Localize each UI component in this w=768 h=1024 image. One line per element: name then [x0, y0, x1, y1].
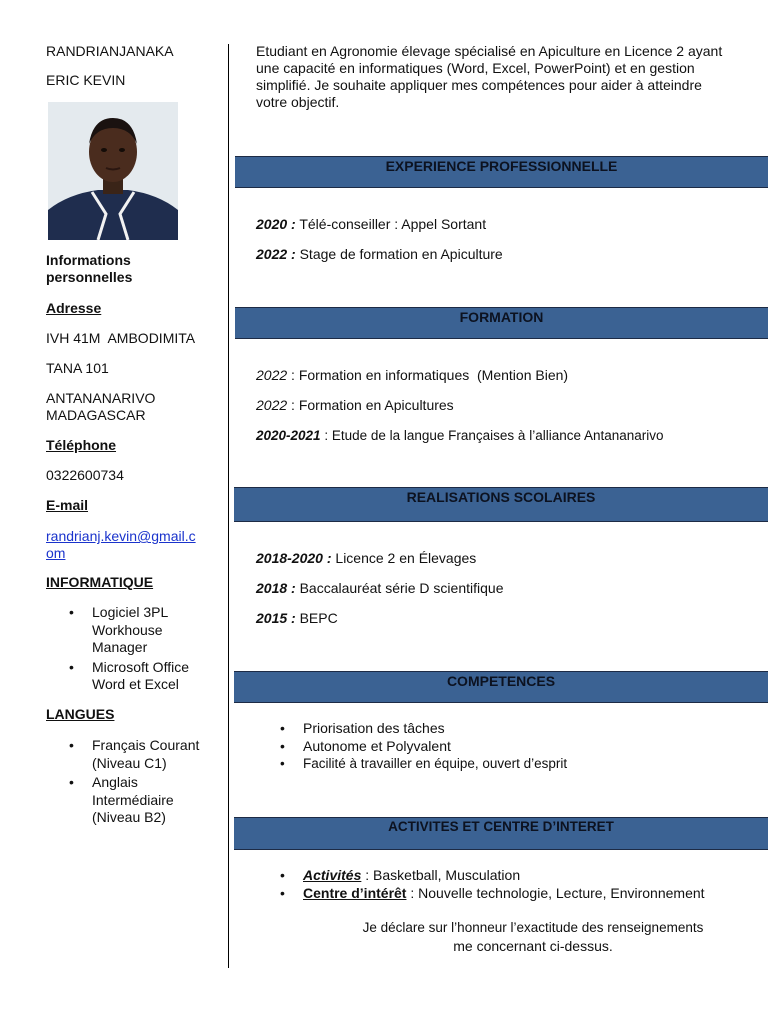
address-line-2: TANA 101 — [46, 360, 109, 376]
entry-year: 2022 — [256, 367, 288, 383]
realisations-heading: REALISATIONS SCOLAIRES — [406, 489, 596, 505]
competence-item: • Autonome et Polyvalent — [303, 737, 768, 755]
address-line-1: IVH 41M AMBODIMITA — [46, 330, 196, 346]
activite-label: Centre d’intérêt — [303, 885, 407, 901]
activite-item — [303, 866, 768, 884]
activite-text: : Basketball, Musculation — [361, 867, 521, 883]
email-link[interactable]: randrianj.kevin@gmail.com — [46, 528, 196, 561]
name-line-2: ERIC KEVIN — [46, 72, 126, 88]
section-band-activites — [234, 817, 768, 850]
entry-text: Télé-conseiller : Appel Sortant — [295, 216, 487, 232]
activites-list — [233, 866, 768, 902]
info-heading: Informations personnelles — [46, 252, 133, 285]
activites-heading: ACTIVITES ET CENTRE D’INTERET — [388, 819, 614, 834]
phone-heading: Téléphone — [46, 437, 117, 453]
entry-text: Stage de formation en Apiculture — [295, 246, 503, 262]
portrait-illustration — [48, 102, 178, 240]
entry-text: : Formation en informatiques (Mention Bien) — [287, 367, 569, 383]
entry-text: BEPC — [295, 610, 338, 626]
experience-heading: EXPERIENCE PROFESSIONNELLE — [385, 158, 618, 174]
formation-entry — [256, 397, 766, 414]
formation-entry — [256, 367, 766, 384]
competence-item: • Facilité à travailler en équipe, ouvert d’esprit — [303, 755, 768, 773]
activite-item — [303, 884, 768, 902]
name-line-1: RANDRIANJANAKA — [46, 43, 174, 59]
address-heading: Adresse — [46, 300, 102, 316]
declaration-line-2: me concernant ci-dessus. — [453, 938, 613, 954]
entry-year: 2020 : — [256, 216, 296, 232]
informatique-heading: INFORMATIQUE — [46, 574, 154, 590]
informatique-item: • Logiciel 3PL Workhouse Manager — [92, 604, 216, 657]
entry-year: 2015 : — [256, 610, 296, 626]
entry-year: 2020-2021 — [256, 428, 321, 443]
entry-year: 2018-2020 : — [256, 550, 332, 566]
entry-year: 2018 : — [256, 580, 296, 596]
entry-text: Baccalauréat série D scientifique — [295, 580, 504, 596]
entry-text: Licence 2 en Élevages — [331, 550, 477, 566]
realisations-entry — [256, 580, 766, 597]
phone-number: 0322600734 — [46, 467, 124, 483]
realisations-entry — [256, 610, 766, 627]
competences-list — [233, 719, 768, 773]
summary-paragraph: Etudiant en Agronomie élevage spécialisé en Apiculture en Licence 2 ayant une capacité en informatiques (Word, Excel, PowerPoint) et en gestion simplifié. Je souhaite appliquer mes compétences pour aider à atteindre votre objectif. — [256, 43, 723, 110]
entry-year: 2022 — [256, 397, 288, 413]
activite-label: Activités — [303, 867, 362, 883]
section-band-formation — [235, 307, 768, 339]
entry-year: 2022 : — [256, 246, 296, 262]
informatique-list — [46, 604, 216, 696]
column-divider — [228, 44, 229, 968]
competences-heading: COMPETENCES — [446, 673, 556, 689]
entry-text: : Formation en Apicultures — [287, 397, 454, 413]
profile-photo — [48, 102, 178, 240]
informatique-item: • Microsoft Office Word et Excel — [92, 659, 216, 694]
langues-item: • Français Courant (Niveau C1) — [92, 737, 216, 772]
langues-list — [46, 737, 216, 829]
section-band-realisations — [234, 487, 768, 522]
formation-entry — [256, 427, 766, 444]
langues-heading: LANGUES — [46, 706, 115, 722]
experience-entry — [256, 216, 766, 233]
formation-heading: FORMATION — [459, 309, 544, 325]
competence-item: • Priorisation des tâches — [303, 719, 768, 737]
declaration-line-1: Je déclare sur l’honneur l’exactitude des renseignements — [362, 920, 704, 935]
section-band-experience — [235, 156, 768, 188]
langues-item: • Anglais Intermédiaire (Niveau B2) — [92, 774, 216, 827]
realisations-entry — [256, 550, 766, 567]
address-line-3: ANTANANARIVO MADAGASCAR — [46, 390, 156, 423]
experience-entry — [256, 246, 766, 263]
entry-text: : Etude de la langue Françaises à l’alliance Antananarivo — [320, 428, 664, 443]
email-heading: E-mail — [46, 497, 89, 513]
section-band-competences — [234, 671, 768, 703]
activite-text: : Nouvelle technologie, Lecture, Environnement — [406, 885, 705, 901]
